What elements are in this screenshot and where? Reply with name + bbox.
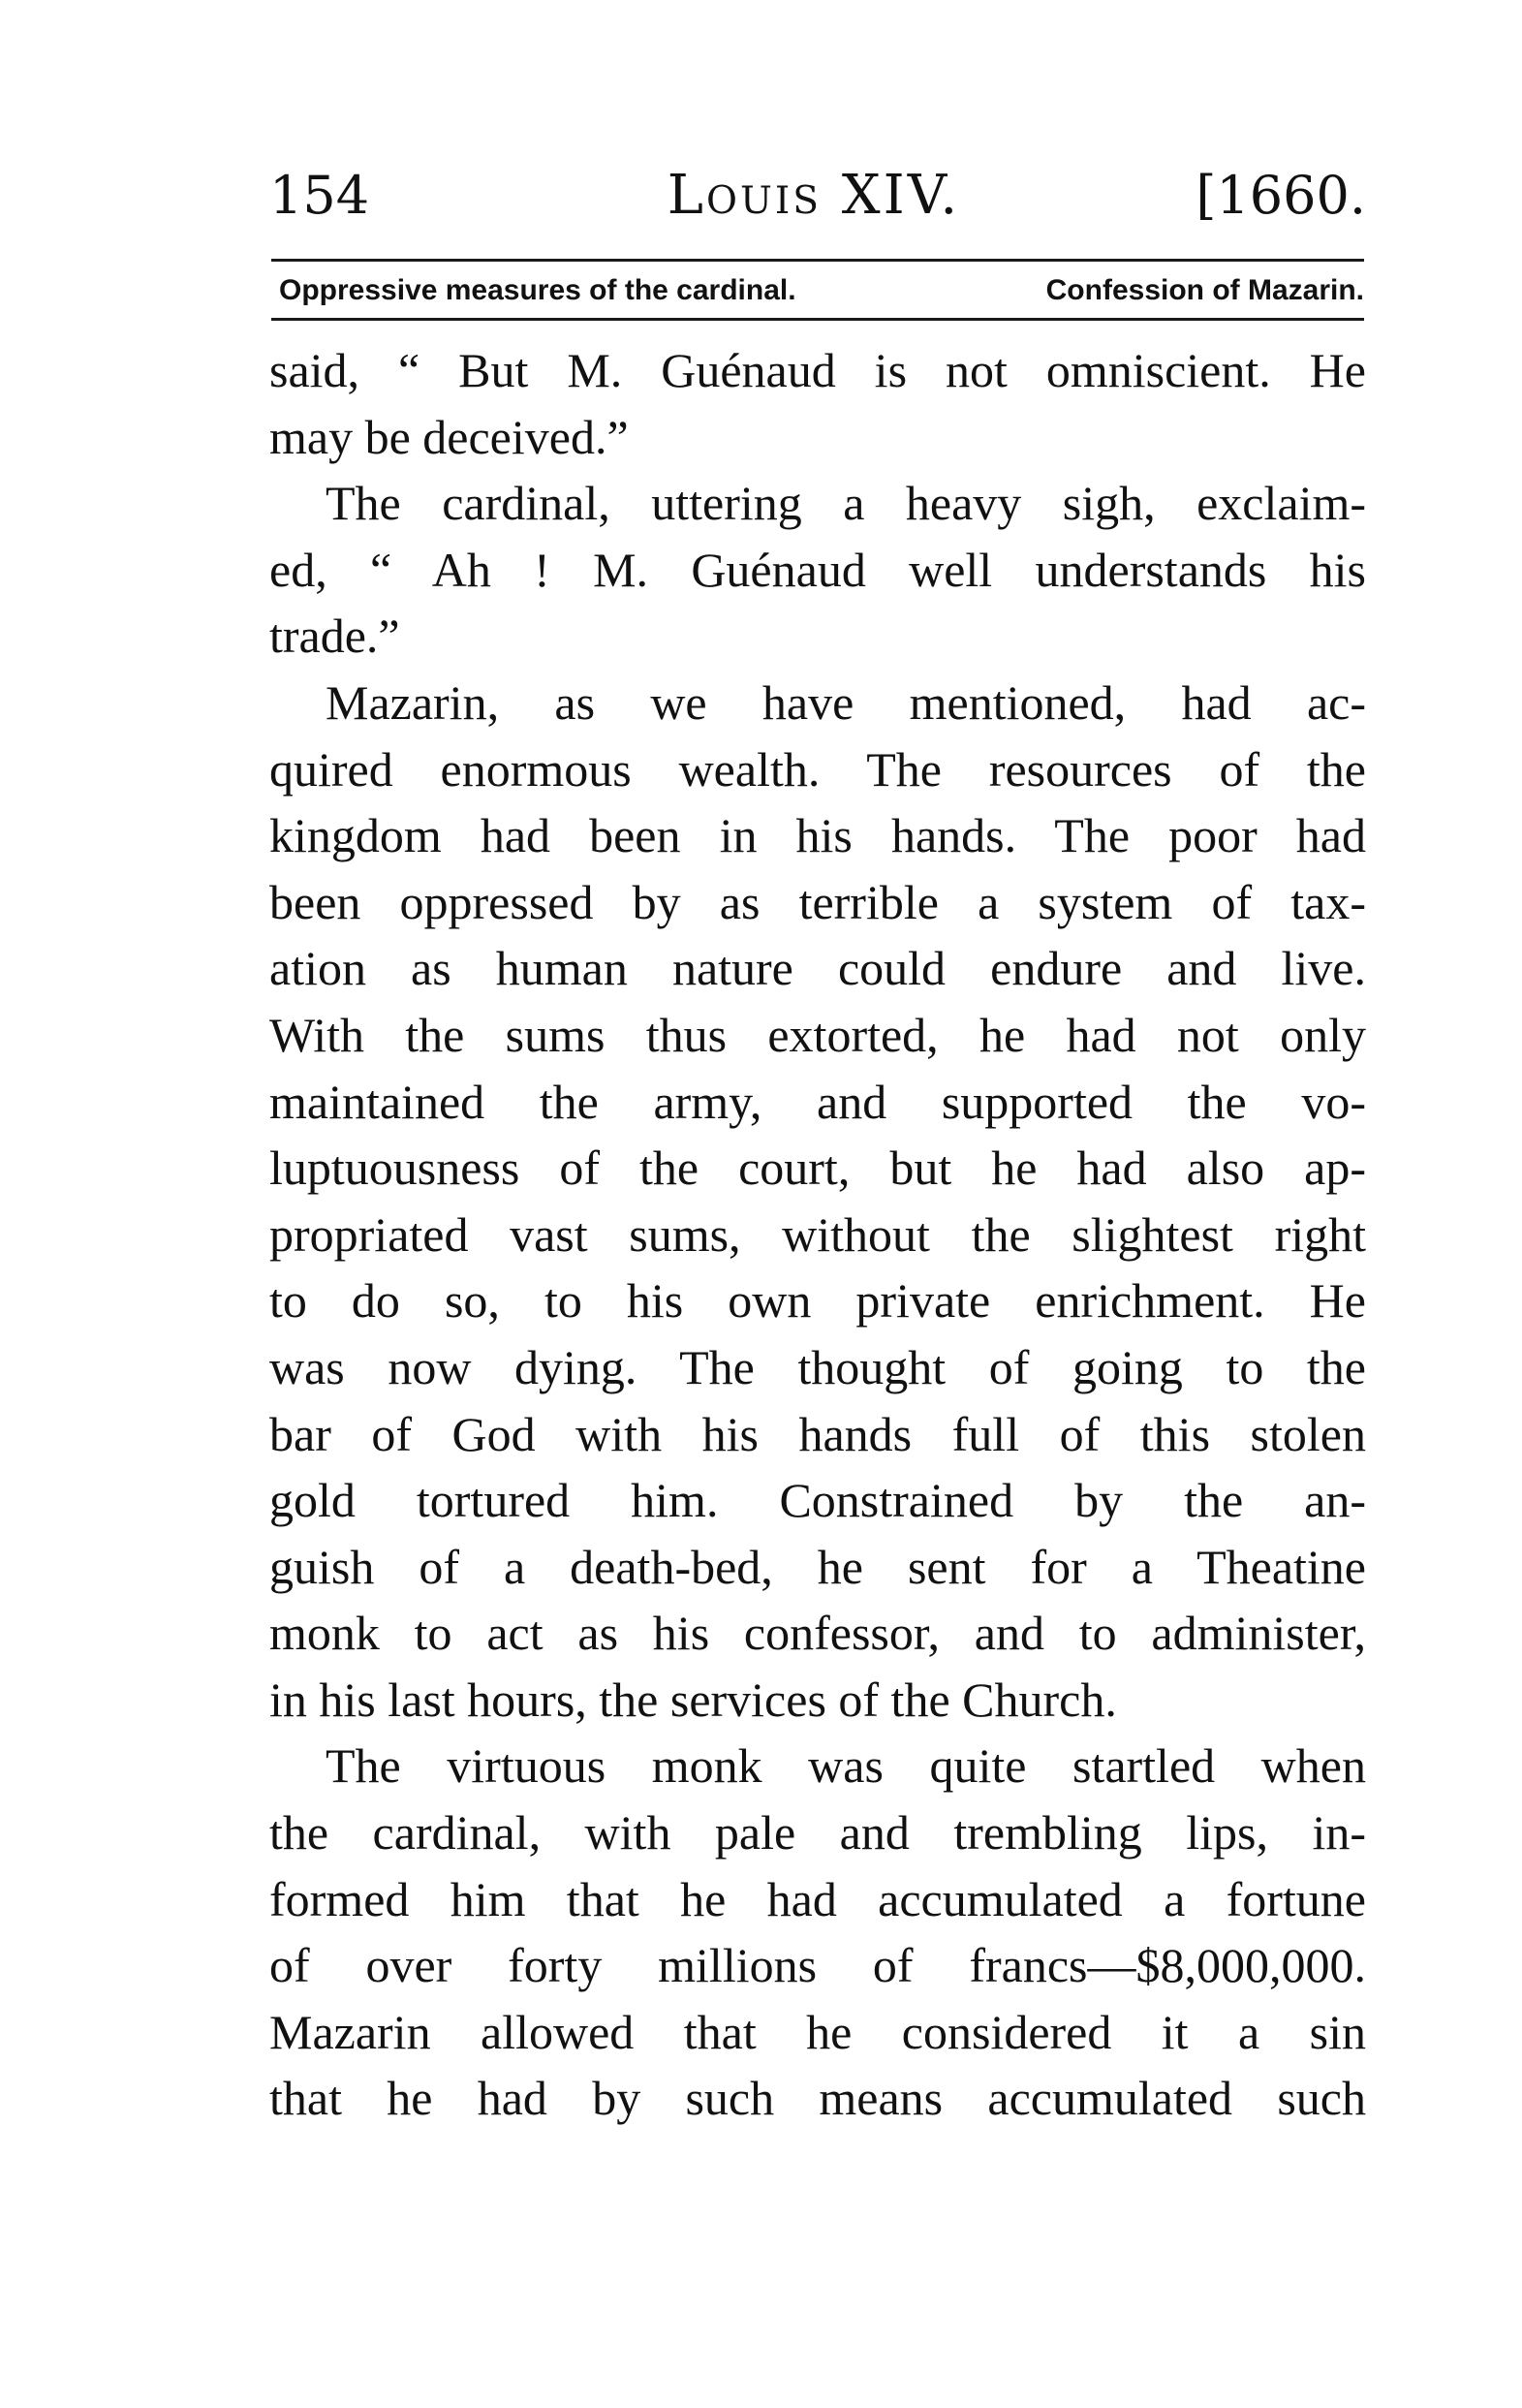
text-line: gold tortured him. Constrained by the an-: [269, 1473, 1366, 1528]
text-line: The virtuous monk was quite startled when: [326, 1738, 1366, 1794]
text-line: luptuousness of the court, but he had also ap-: [269, 1141, 1366, 1196]
text-line: ed, “ Ah ! M. Guénaud well understands his: [269, 542, 1366, 597]
text-line: maintained the army, and supported the vo-: [269, 1074, 1366, 1129]
paragraph: [269, 1733, 1366, 2132]
header-rule-top: [271, 259, 1364, 262]
subhead-left: Oppressive measures of the cardinal.: [279, 274, 796, 306]
text-line: With the sums thus extorted, he had not only: [269, 1007, 1366, 1062]
text-line: to do so, to his own private enrichment. He: [269, 1273, 1366, 1329]
text-line: been oppressed by as terrible a system of tax-: [269, 874, 1366, 929]
text-line: that he had by such means accumulated such: [269, 2071, 1366, 2126]
header-rule-bottom: [271, 318, 1364, 321]
page-header: [262, 145, 1366, 242]
body-text: [269, 337, 1366, 2132]
text-line: Mazarin allowed that he considered it a sin: [269, 2004, 1366, 2059]
page-number: 154: [269, 165, 370, 226]
text-line: trade.”: [269, 609, 400, 664]
text-line: of over forty millions of francs—$8,000,000.: [269, 1938, 1366, 1993]
text-line: monk to act as his confessor, and to administer,: [269, 1606, 1366, 1661]
text-line: may be deceived.”: [269, 409, 629, 464]
text-line: propriated vast sums, without the slightest right: [269, 1206, 1366, 1262]
paragraph: [269, 337, 1366, 470]
text-line: kingdom had been in his hands. The poor had: [269, 808, 1366, 863]
paragraph: [269, 670, 1366, 1734]
text-line: in his last hours, the services of the Church.: [269, 1672, 1117, 1727]
text-line: The cardinal, uttering a heavy sigh, exclaim-: [326, 476, 1366, 531]
text-line: Mazarin, as we have mentioned, had ac-: [326, 674, 1366, 730]
text-line: formed him that he had accumulated a fortune: [269, 1871, 1366, 1926]
year-marker: [1660.: [1196, 165, 1366, 226]
text-line: said, “ But M. Guénaud is not omniscient. He: [269, 343, 1366, 397]
paragraph: [269, 470, 1366, 670]
text-line: guish of a death-bed, he sent for a Theatine: [269, 1539, 1366, 1594]
text-line: ation as human nature could endure and live.: [269, 941, 1366, 996]
text-line: the cardinal, with pale and trembling lips, in-: [269, 1805, 1366, 1861]
book-page: [262, 145, 1366, 2277]
text-line: was now dying. The thought of going to the: [269, 1339, 1366, 1394]
text-line: bar of God with his hands full of this stolen: [269, 1406, 1366, 1461]
text-line: quired enormous wealth. The resources of the: [269, 741, 1366, 797]
marginal-subheads: [271, 267, 1364, 314]
running-title: Louis XIV.: [667, 164, 961, 227]
subhead-right: Confession of Mazarin.: [1045, 274, 1364, 306]
